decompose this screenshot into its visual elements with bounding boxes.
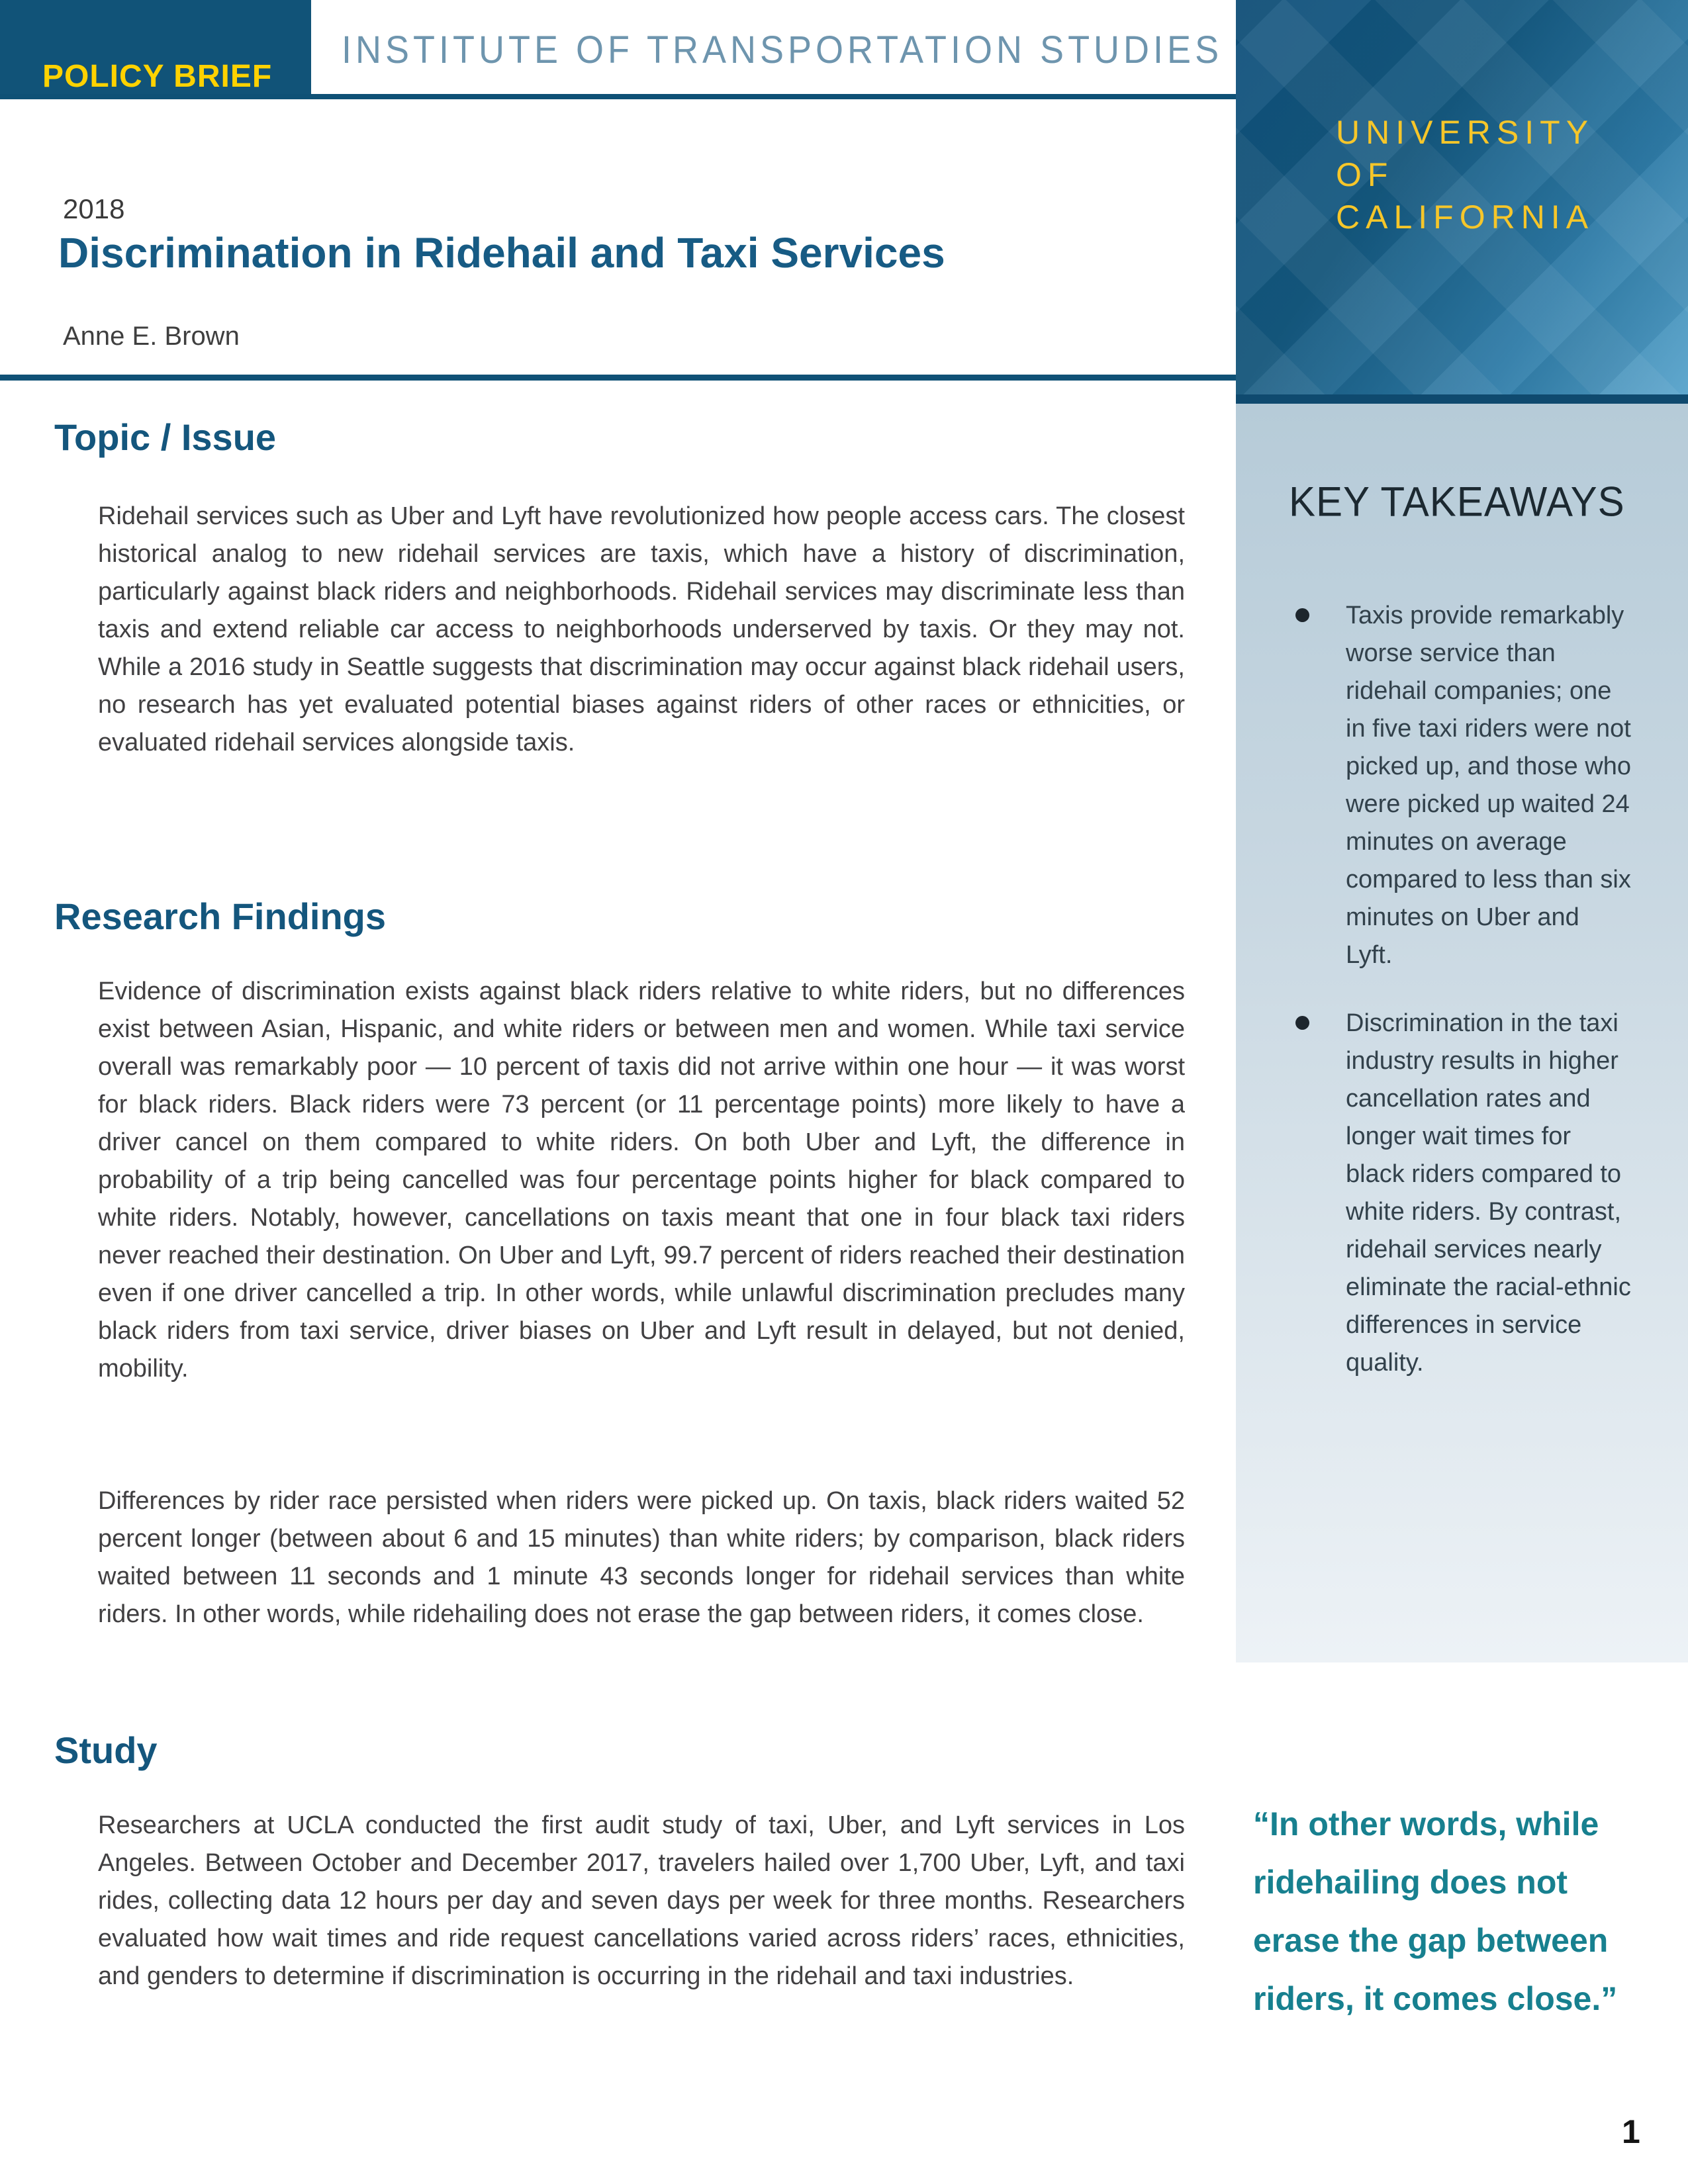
research-findings-paragraph-2: Differences by rider race persisted when riders were picked up. On taxis, black riders waited 52 percent longer (between about 6 and 15 minutes) than white riders; by comparison, black riders waited between 11 seconds and 1 minute 43 seconds longer for ridehail services than white riders. In other words, while ridehailing does not erase the gap between riders, it comes close. [98, 1487, 1185, 1628]
university-of-california-wordmark [1336, 111, 1594, 238]
takeaway-text-2: Discrimination in the taxi industry results in higher cancellation rates and longer wait times for black riders compared to white riders. By contrast, ridehail services nearly eliminate the racial-ethnic differences in service quality. [1346, 1009, 1631, 1377]
university-brand-panel [1236, 0, 1688, 404]
topic-issue-paragraph: Ridehail services such as Uber and Lyft have revolutionized how people access cars. The closest historical analog to new ridehail services are taxis, which have a history of discrimination, particularly against black riders and neighborhoods. Ridehail services may discriminate less than taxis and extend reliable car access to neighborhoods underserved by taxis. Or they may not. While a 2016 study in Seattle suggests that discrimination may occur against black ridehail users, no research has yet evaluated potential biases against riders of other races or ethnicities, or evaluated ridehail services alongside taxis. [98, 502, 1185, 756]
author-name: Anne E. Brown [63, 322, 240, 351]
key-takeaways-title: KEY TAKEAWAYS [1289, 478, 1625, 525]
section-heading-topic-issue: Topic / Issue [54, 416, 277, 458]
institute-banner [311, 0, 1236, 94]
pull-quote: “In other words, while ridehailing does not erase the gap between riders, it comes close.” [1253, 1805, 1618, 2017]
policy-brief-kicker: POLICY BRIEF [42, 59, 273, 94]
header-divider-rule [0, 94, 1236, 99]
bullet-dot-icon [1295, 1016, 1309, 1030]
list-item [1294, 1005, 1632, 1382]
key-takeaways-panel [1236, 404, 1688, 1662]
wordmark-line-of: OF [1336, 156, 1394, 193]
bullet-dot-icon [1295, 608, 1309, 622]
page-number: 1 [1622, 2113, 1640, 2150]
section-heading-research-findings: Research Findings [54, 895, 387, 937]
wordmark-line-california: CALIFORNIA [1336, 199, 1595, 236]
sidebar [1236, 0, 1688, 2184]
publication-year: 2018 [63, 193, 125, 224]
takeaway-text-1: Taxis provide remarkably worse service than ridehail companies; one in five taxi riders were not picked up, and those who were picked up waited 24 minutes on average compared to less than six minutes on Uber and Lyft. [1346, 602, 1631, 969]
key-takeaways-list [1294, 597, 1632, 1412]
section-heading-study: Study [54, 1729, 158, 1771]
institute-title: INSTITUTE OF TRANSPORTATION STUDIES [342, 28, 1223, 71]
research-findings-paragraph-1: Evidence of discrimination exists against black riders relative to white riders, but no differences exist between Asian, Hispanic, and white riders or between men and women. While taxi service overall was remarkably poor — 10 percent of taxis did not arrive within one hour — it was worst for black riders. Black riders were 73 percent (or 11 percentage points) more likely to have a driver cancel on them compared to white riders. On both Uber and Lyft, the difference in probability of a trip being cancelled was four percentage points higher for black compared to white riders. Notably, however, cancellations on taxis meant that one in four black taxi riders never reached their destination. On Uber and Lyft, 99.7 percent of riders reached their destination even if one driver cancelled a trip. In other words, while unlawful discrimination precludes many black riders from taxi service, driver biases on Uber and Lyft result in delayed, but not denied, mobility. [98, 978, 1185, 1383]
header-bar [0, 0, 1236, 99]
wordmark-line-university: UNIVERSITY [1336, 114, 1595, 151]
title-divider-rule [0, 375, 1236, 381]
page-title: Discrimination in Ridehail and Taxi Services [58, 229, 945, 277]
list-item [1294, 597, 1632, 974]
study-paragraph: Researchers at UCLA conducted the first audit study of taxi, Uber, and Lyft services in Los Angeles. Between October and December 2017, travelers hailed over 1,700 Uber, Lyft, and taxi rides, collecting data 12 hours per day and seven days per week for three months. Researchers evaluated how wait times and ride request cancellations varied across riders’ races, ethnicities, and genders to determine if discrimination is occurring in the ridehail and taxi industries. [98, 1811, 1185, 1990]
